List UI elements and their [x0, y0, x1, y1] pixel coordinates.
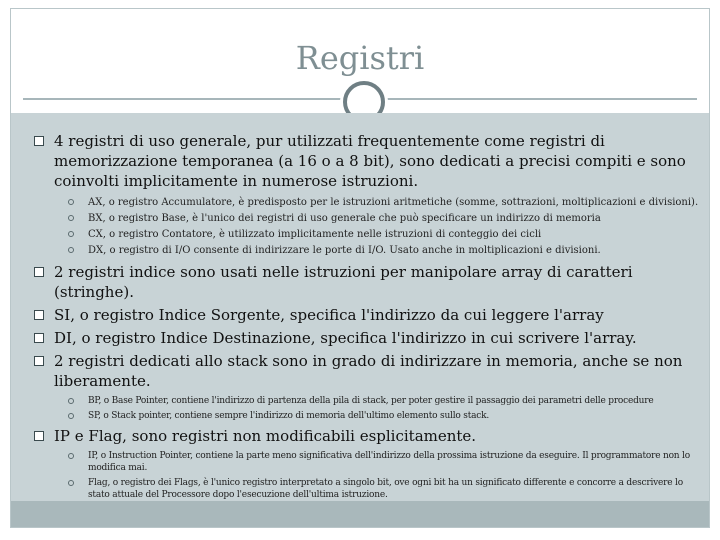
sub-list-item: AX, o registro Accumulatore, è predisposto per le istruzioni aritmetiche (somme, sottrazioni, moltiplicazioni e divisioni). [11, 196, 701, 209]
content-area [11, 113, 709, 501]
sub-list-item: IP, o Instruction Pointer, contiene la parte meno significativa dell'indirizzo della prossima istruzione da eseguire. Il programmatore non lo modifica mai. [11, 450, 701, 474]
list-item: SI, o registro Indice Sorgente, specifica l'indirizzo da cui leggere l'array [11, 305, 701, 325]
circle-bullet-icon [68, 398, 74, 404]
title-area [11, 9, 709, 109]
square-bullet-icon [34, 136, 44, 146]
slide [10, 8, 710, 528]
circle-bullet-icon [68, 231, 74, 237]
circle-bullet-icon [68, 480, 74, 486]
circle-bullet-icon [68, 453, 74, 459]
slide-title: Registri [295, 39, 425, 77]
sub-list-item: Flag, o registro dei Flags, è l'unico registro interpretato a singolo bit, ove ogni bit ha un significato differente e concorre a descrivere lo stato attuale del Processore dopo l'esecuzione dell'ultima istruzione. [11, 477, 701, 501]
sub-list-item: CX, o registro Contatore, è utilizzato implicitamente nelle istruzioni di conteggio dei cicli [11, 228, 701, 241]
circle-bullet-icon [68, 413, 74, 419]
sub-list-item: DX, o registro di I/O consente di indirizzare le porte di I/O. Usato anche in moltiplicazioni e divisioni. [11, 244, 701, 257]
circle-bullet-icon [68, 199, 74, 205]
square-bullet-icon [34, 267, 44, 277]
list-item: 2 registri indice sono usati nelle istruzioni per manipolare array di caratteri (stringhe). [11, 262, 701, 302]
sub-list-item: BP, o Base Pointer, contiene l'indirizzo di partenza della pila di stack, per poter gestire il passaggio dei parametri delle procedure [11, 395, 701, 407]
circle-bullet-icon [68, 215, 74, 221]
list-item: 4 registri di uso generale, pur utilizzati frequentemente come registri di memorizzazione temporanea (a 16 o a 8 bit), sono dedicati a precisi compiti e sono coinvolti implicitamente in numerose istruzioni. [11, 131, 701, 191]
square-bullet-icon [34, 431, 44, 441]
square-bullet-icon [34, 333, 44, 343]
list-item: 2 registri dedicati allo stack sono in grado di indirizzare in memoria, anche se non liberamente. [11, 351, 701, 391]
sub-list-item: BX, o registro Base, è l'unico dei registri di uso generale che può specificare un indirizzo di memoria [11, 212, 701, 225]
square-bullet-icon [34, 310, 44, 320]
sub-list-item: SP, o Stack pointer, contiene sempre l'indirizzo di memoria dell'ultimo elemento sullo stack. [11, 410, 701, 422]
circle-bullet-icon [68, 247, 74, 253]
list-item: DI, o registro Indice Destinazione, specifica l'indirizzo in cui scrivere l'array. [11, 328, 701, 348]
bullet-list [11, 131, 701, 501]
list-item: IP e Flag, sono registri non modificabili esplicitamente. [11, 426, 701, 446]
square-bullet-icon [34, 356, 44, 366]
footer-bar [11, 501, 709, 527]
